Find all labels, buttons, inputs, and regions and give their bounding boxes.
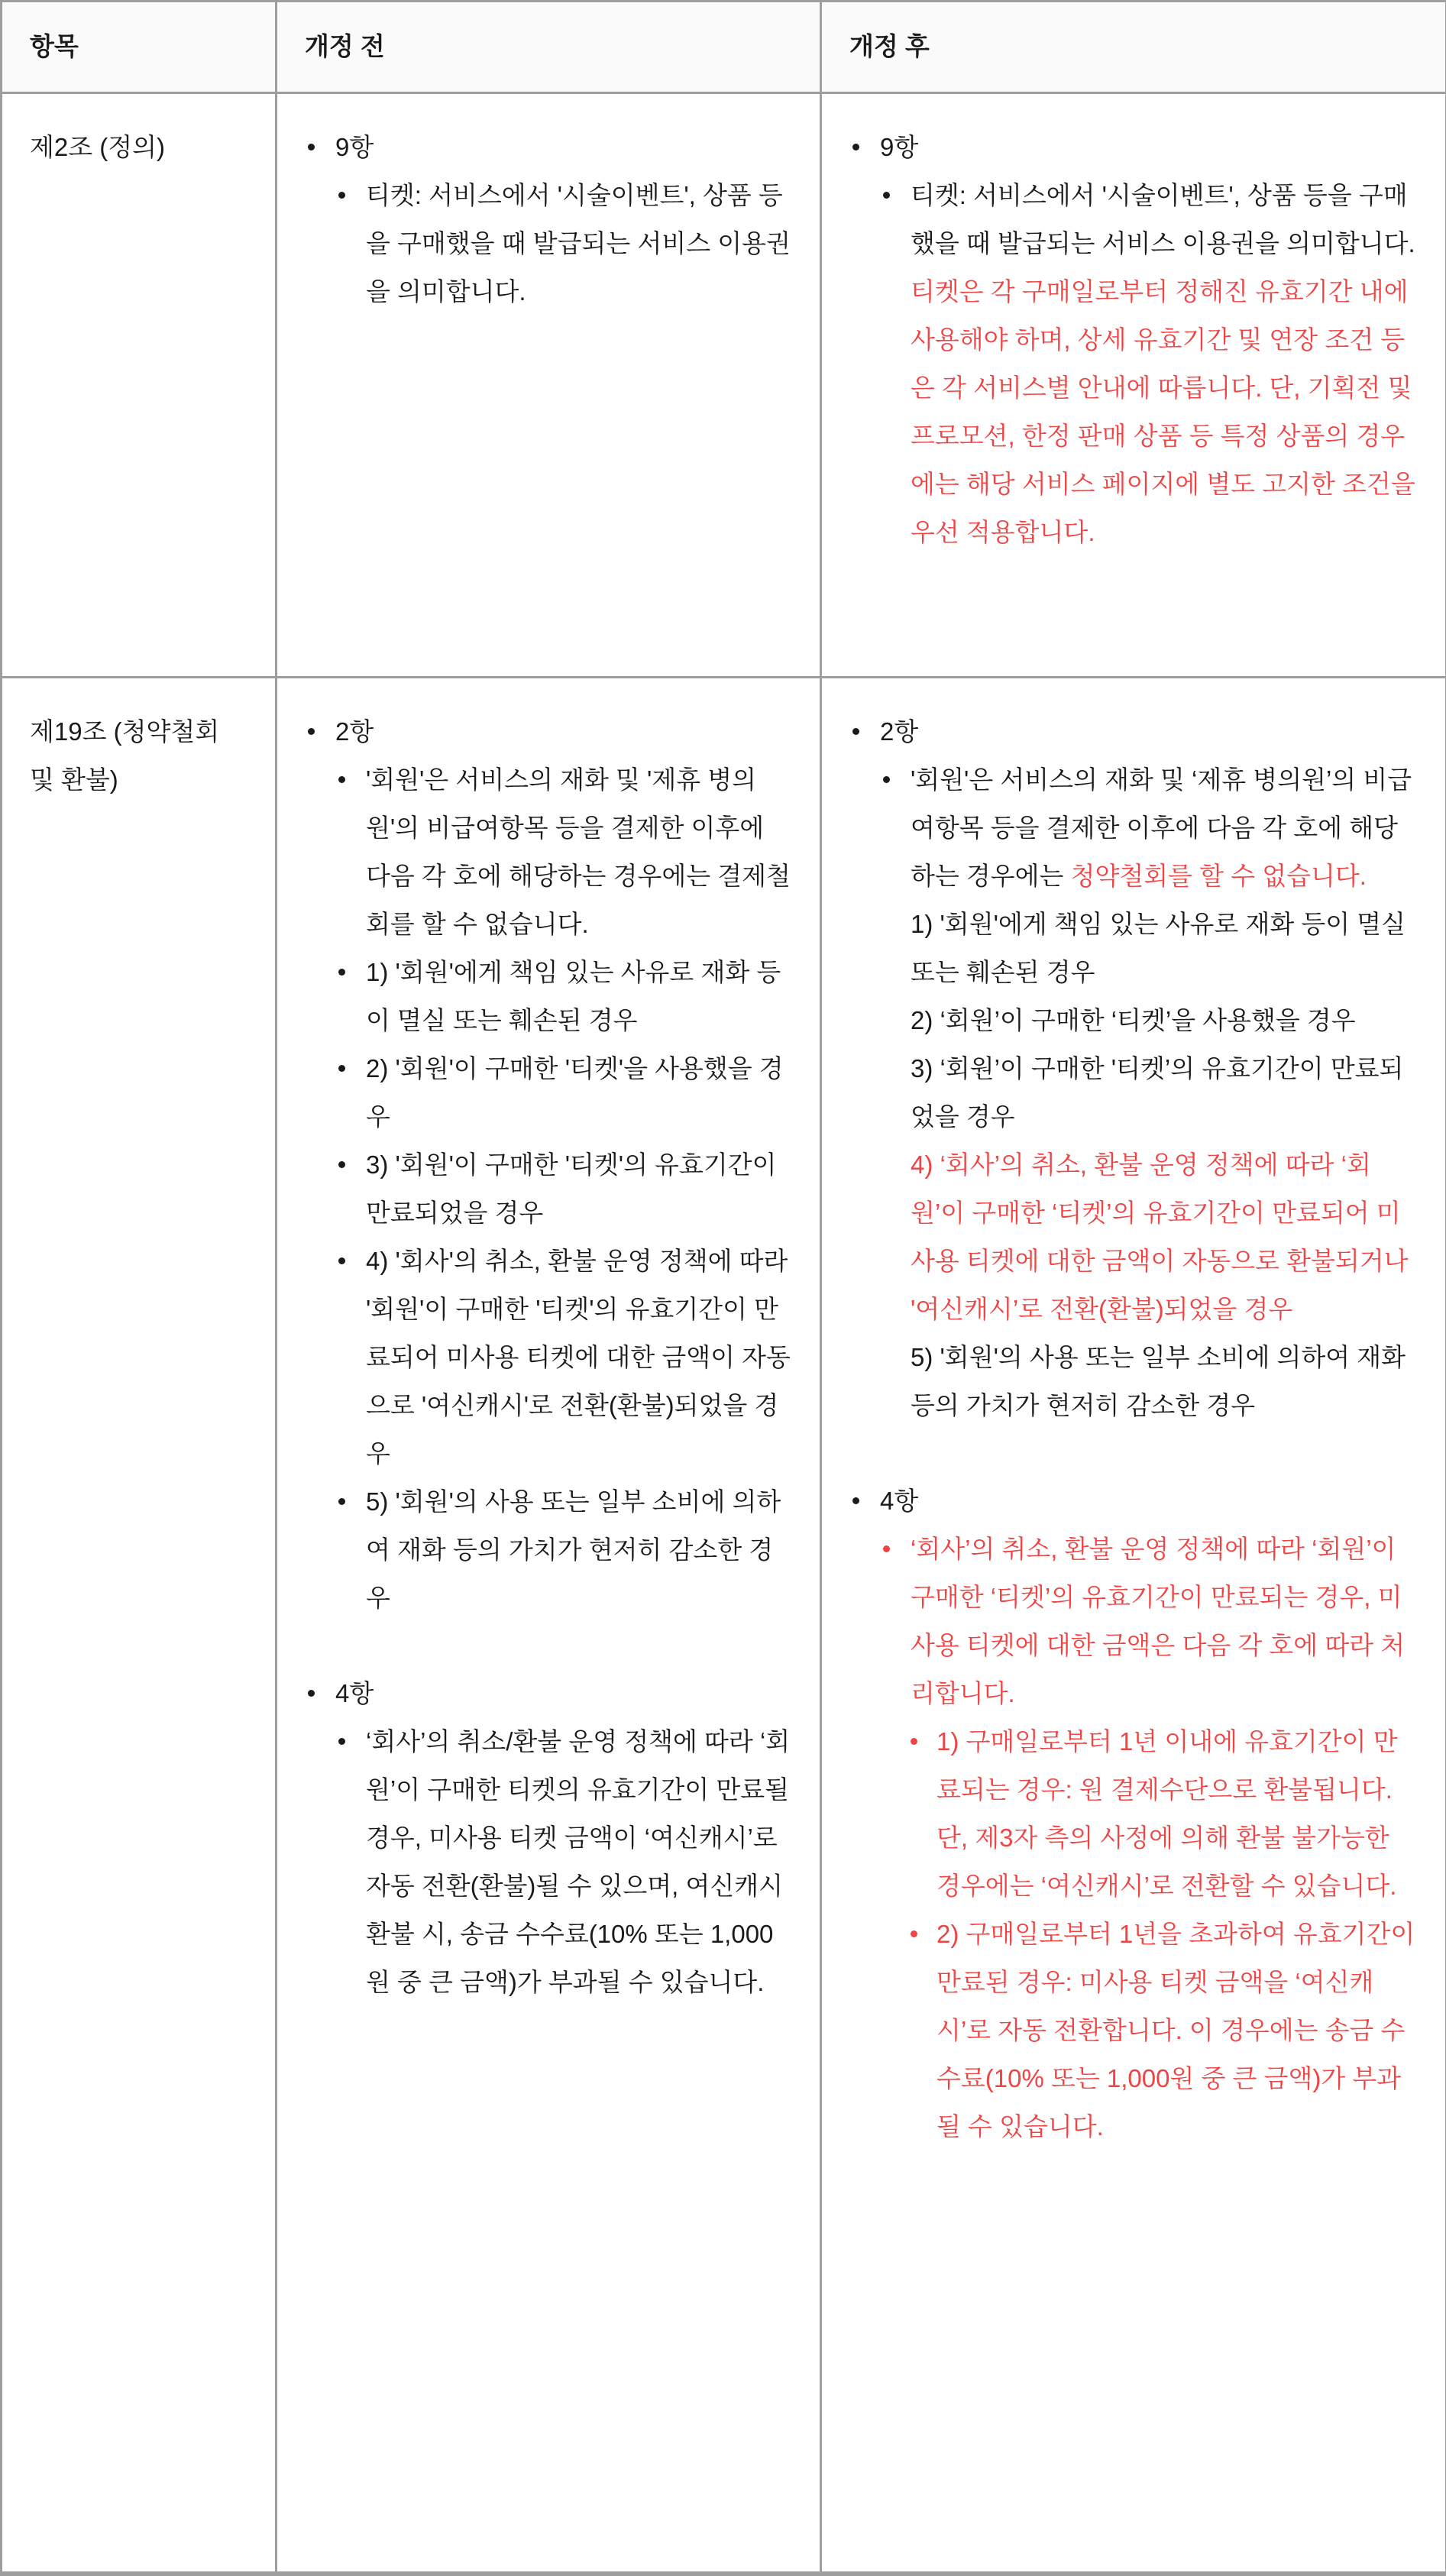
- list-item: [335, 1044, 792, 1141]
- spacer: [305, 1622, 792, 1669]
- clause-item: [305, 707, 792, 1622]
- bullet-icon: [883, 192, 890, 199]
- before-cell: [277, 93, 821, 678]
- sub-list: [335, 171, 792, 316]
- bullet-icon: [308, 144, 315, 150]
- list-item-text: 티켓: 서비스에서 '시술이벤트', 상품 등을 구매했을 때 발급되는 서비스 이용권을 의미합니다.: [366, 181, 791, 306]
- bullet-icon: [338, 1738, 345, 1745]
- clause-label: 4항: [880, 1487, 919, 1515]
- bullet-icon: [338, 1161, 345, 1168]
- list-item-text: 3) '회원'이 구매한 '티켓'의 유효기간이 만료되었을 경우: [366, 1150, 777, 1227]
- list-item: [880, 1525, 1418, 2150]
- clause-list: [849, 123, 1418, 556]
- bullet-icon: [338, 776, 345, 783]
- list-item-text: 5) '회원'의 사용 또는 일부 소비에 의하여 재화 등의 가치가 현저히 감소한 경우: [366, 1487, 781, 1612]
- revised-case-line: 4) ‘회사’의 취소, 환불 운영 정책에 따라 ‘회원’이 구매한 ‘티켓’의 유효기간이 만료되어 미사용 티켓에 대한 금액이 자동으로 환불되거나 '여신캐시’로 전환(환불)되었을 경우: [911, 1150, 1409, 1323]
- table-header-row: [2, 2, 1446, 93]
- list-item: [335, 1237, 792, 1477]
- bullet-icon: [883, 1545, 890, 1552]
- clause-item: [849, 123, 1418, 556]
- bullet-icon: [338, 1065, 345, 1072]
- table-row-article-2: [2, 93, 1446, 678]
- sub-list: [335, 756, 792, 1622]
- sub-list: [880, 1525, 1418, 2150]
- header-after: 개정 후: [821, 2, 1446, 93]
- clause-label: 9항: [335, 133, 374, 161]
- revised-text: 청약철회를 할 수 없습니다.: [1070, 862, 1367, 890]
- list-item: [335, 171, 792, 316]
- table-row-article-19: [2, 678, 1446, 2574]
- clause-label: 2항: [880, 717, 919, 746]
- list-item: [335, 756, 792, 948]
- bullet-icon: [883, 776, 890, 783]
- case-line: 1) '회원'에게 책임 있는 사유로 재화 등이 멸실 또는 훼손된 경우: [911, 910, 1406, 986]
- clause-label: 2항: [335, 717, 374, 746]
- sub-list: [335, 1717, 792, 2006]
- list-item-text: 2) '회원'이 구매한 '티켓'을 사용했을 경우: [366, 1054, 784, 1131]
- bullet-icon: [852, 1497, 859, 1504]
- bullet-icon: [338, 1257, 345, 1264]
- revised-text: 티켓은 각 구매일로부터 정해진 유효기간 내에 사용해야 하며, 상세 유효기간 및 연장 조건 등은 각 서비스별 안내에 따릅니다. 단, 기획전 및 프로모션, 한정 판매 상품 등 특정 상품의 경우에는 해당 서비스 페이지에 별도 고지한 조건을 우선 적용합니다.: [911, 277, 1415, 546]
- clause-item: [305, 123, 792, 316]
- list-item-text: 4) '회사'의 취소, 환불 운영 정책에 따라 '회원'이 구매한 '티켓'의 유효기간이 만료되어 미사용 티켓에 대한 금액이 자동으로 '여신캐시'로 전환(환불)되었을 경우: [366, 1247, 791, 1468]
- spacer: [849, 1429, 1418, 1477]
- case-line: 3) ‘회원’이 구매한 '티켓’의 유효기간이 만료되었을 경우: [911, 1054, 1404, 1131]
- clause-label: 4항: [335, 1679, 374, 1707]
- list-item: [335, 1141, 792, 1237]
- list-item-text: '회원'은 서비스의 재화 및 '제휴 병의원'의 비급여항목 등을 결제한 이후에 다음 각 호에 해당하는 경우에는 결제철회를 할 수 없습니다.: [366, 765, 791, 938]
- clause-list: [305, 123, 792, 316]
- list-item: [911, 1717, 1418, 1910]
- revised-text: 1) 구매일로부터 1년 이내에 유효기간이 만료되는 경우: 원 결제수단으로 환불됩니다. 단, 제3자 측의 사정에 의해 환불 불가능한 경우에는 ‘여신캐시’로 전환할 수 있습니다.: [937, 1727, 1398, 1900]
- clause-list: [305, 707, 792, 1622]
- list-item: [880, 756, 1418, 1429]
- before-cell: [277, 678, 821, 2574]
- list-item: [335, 1717, 792, 2006]
- clause-label: 9항: [880, 133, 919, 161]
- after-cell: [821, 93, 1446, 678]
- revised-text: 2) 구매일로부터 1년을 초과하여 유효기간이 만료된 경우: 미사용 티켓 금액을 ‘여신캐시’로 자동 전환합니다. 이 경우에는 송금 수수료(10% 또는 1,000원 중 큰 금액)가 부과될 수 있습니다.: [937, 1920, 1415, 2141]
- revised-text: ‘회사’의 취소, 환불 운영 정책에 따라 ‘회원’이 구매한 ‘티켓’의 유효기간이 만료되는 경우, 미사용 티켓에 대한 금액은 다음 각 호에 따라 처리합니다.: [911, 1535, 1406, 1707]
- header-item: 항목: [2, 2, 277, 93]
- after-cell: [821, 678, 1446, 2574]
- bullet-icon: [308, 1690, 315, 1697]
- sub-list: [880, 756, 1418, 1429]
- case-line: 5) '회원'의 사용 또는 일부 소비에 의하여 재화 등의 가치가 현저히 감소한 경우: [911, 1343, 1406, 1419]
- bullet-icon: [852, 144, 859, 150]
- sub-sub-list: [911, 1717, 1418, 2150]
- list-item: [880, 171, 1418, 556]
- list-item: [911, 1910, 1418, 2150]
- list-item-text: 티켓: 서비스에서 '시술이벤트', 상품 등을 구매했을 때 발급되는 서비스 이용권을 의미합니다.: [911, 181, 1415, 257]
- case-line: 2) ‘회원’이 구매한 ‘티켓’을 사용했을 경우: [911, 1006, 1356, 1034]
- bullet-icon: [852, 728, 859, 735]
- clause-item: [305, 1669, 792, 2006]
- bullet-icon: [911, 1738, 917, 1745]
- clause-list: [849, 1477, 1418, 2150]
- bullet-icon: [911, 1930, 917, 1937]
- header-before: 개정 전: [277, 2, 821, 93]
- clause-list: [849, 707, 1418, 1429]
- bullet-icon: [338, 969, 345, 976]
- list-item-text: ‘회사’의 취소/환불 운영 정책에 따라 ‘회원’이 구매한 티켓의 유효기간이 만료될 경우, 미사용 티켓 금액이 ‘여신캐시’로 자동 전환(환불)될 수 있으며, 여신캐시 환불 시, 송금 수수료(10% 또는 1,000원 중 큰 금액)가 부과될 수 있습니다.: [366, 1727, 791, 1996]
- list-item-text: 1) '회원'에게 책임 있는 사유로 재화 등이 멸실 또는 훼손된 경우: [366, 958, 781, 1034]
- clause-item: [849, 707, 1418, 1429]
- clause-list: [305, 1669, 792, 2006]
- bullet-icon: [338, 192, 345, 199]
- clause-item: [849, 1477, 1418, 2150]
- bullet-icon: [338, 1498, 345, 1505]
- bullet-icon: [308, 728, 315, 735]
- list-item: [335, 1477, 792, 1622]
- article-title: 제2조 (정의): [2, 93, 277, 678]
- list-item: [335, 948, 792, 1044]
- list-item-text: '회원'은 서비스의 재화 및 ‘제휴 병의원’의 비급여항목 등을 결제한 이후에 다음 각 호에 해당하는 경우에는: [911, 765, 1412, 890]
- article-title: 제19조 (청약철회 및 환불): [2, 678, 277, 2574]
- sub-list: [880, 171, 1418, 556]
